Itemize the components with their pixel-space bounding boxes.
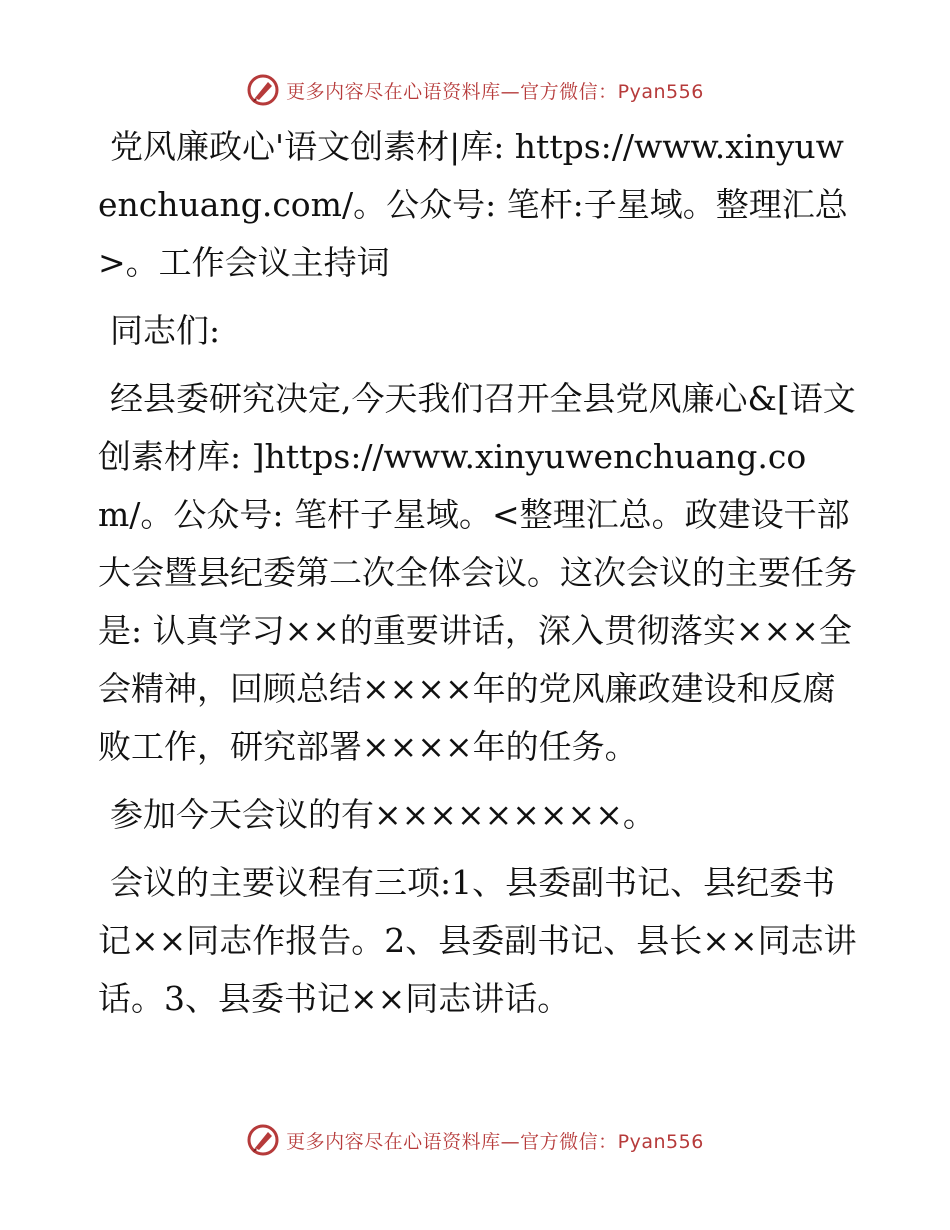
paragraph-attendees: 参加今天会议的有×××××××××。 [110, 795, 656, 834]
paragraph-intro: 经县委研究决定,今天我们召开全县党风廉心&[语文创素材库: ]https://www.xinyuwenchuang.com/。公众号: 笔杆子星域。<整理汇总。政建设干部大会暨县纪委第二次全体会议。这次会议的主要任务是: 认真学习××的重要讲话，深入贯彻落实×××全会精神，回顾总结××××年的党风廉政建设和反腐败工作，研究部署××××年的任务。 [98, 379, 857, 766]
paragraph-greeting: 同志们: [110, 311, 221, 350]
banner-text: 更多内容尽在心语资料库—官方微信：Pyan556 [286, 80, 704, 103]
header-banner [0, 70, 950, 110]
paragraph-agenda: 会议的主要议程有三项:1、县委副书记、县纪委书记××同志作报告。2、县委副书记、县长××同志讲话。3、县委书记××同志讲话。 [98, 863, 857, 1018]
pen-logo-icon [246, 73, 280, 107]
document-body [98, 118, 858, 1038]
pen-logo-icon [246, 1123, 280, 1157]
paragraph-title: 党风廉政心'语文创素材|库: https://www.xinyuwenchuang.com/。公众号: 笔杆:子星域。整理汇总>。工作会议主持词 [98, 127, 848, 282]
footer-banner [0, 1120, 950, 1160]
banner-text: 更多内容尽在心语资料库—官方微信：Pyan556 [286, 1130, 704, 1153]
